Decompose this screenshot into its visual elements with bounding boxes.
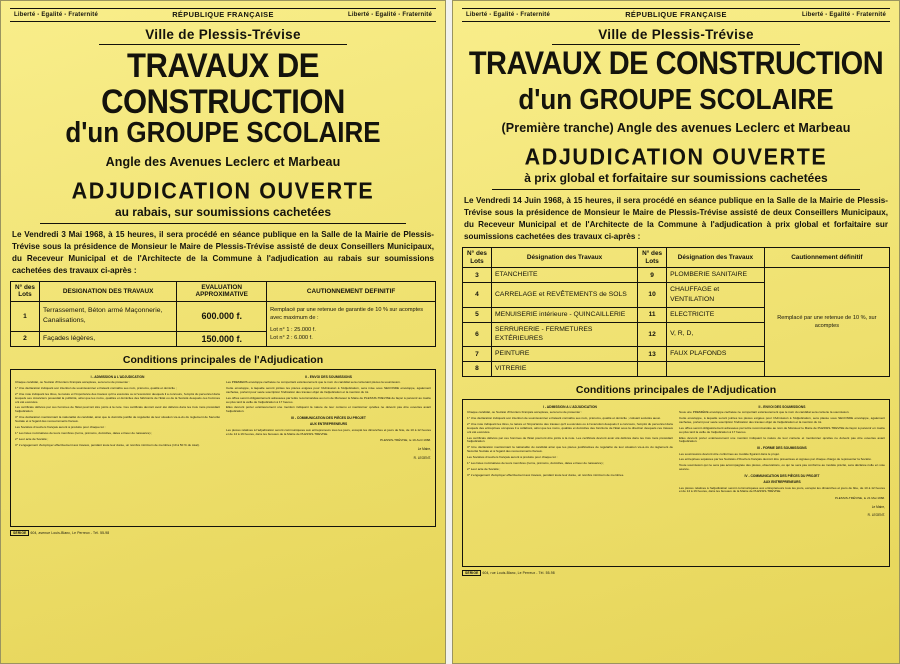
lot-number: 5 xyxy=(463,307,492,322)
fineprint-paragraph: 3° L'engagement d'employer effectivement aux travaux, pendant toute leur durée, un nombre minimum de membres. xyxy=(467,472,625,477)
adjudication-subheading-right: à prix global et forfaitaire sur soumissions cachetées xyxy=(524,170,828,185)
city-name-right: Ville de Plessis-Trévise xyxy=(598,27,754,42)
signature-title-right: Le Maire, xyxy=(871,505,885,510)
conditions-title-left: Conditions principales de l'Adjudication xyxy=(122,353,324,366)
caution-line-1: Lot n° 1 : 25.000 f. xyxy=(270,326,316,333)
fineprint-paragraph: Les soumissions devront être conformes au modèle figurant dans le projet. xyxy=(679,451,780,456)
fineprint-column-2-right xyxy=(679,403,885,563)
fineprint-paragraph: Les certificats délivrés par ces hommes de l'Etat pourront être joints à la note. Les certificats devront avoir été délivrés dans les trois mois précédant l'adjudication. xyxy=(467,435,673,444)
poster-left xyxy=(0,0,446,664)
col-lot-number-b: N° des Lots xyxy=(638,248,667,268)
fineprint-heading-envoi: II - ENVOI DES SOUMISSIONS xyxy=(305,374,352,379)
poster-title-line2-right: d'un GROUPE SCOLAIRE xyxy=(518,82,834,116)
adjudication-subheading-left: au rabais, sur soumissions cachetées xyxy=(114,204,332,219)
poster-title-line1-right: TRAVAUX DE CONSTRUCTION xyxy=(468,45,884,82)
lot-designation: PLOMBERIE SANITAIRE xyxy=(667,268,765,283)
city-name-left: Ville de Plessis-Trévise xyxy=(145,27,301,42)
fineprint-paragraph: Les pièces relatives à l'adjudication seront communiquées aux entrepreneurs tous les jours, excepté les dimanches et jours de fête, de 10 à 12 heures et de 14 à 16 heures, dans les bureaux de la Mairie de PLESSIS-TREVISE. xyxy=(679,485,885,494)
col-evaluation: EVALUATION APPROXIMATIVE xyxy=(177,282,267,302)
table-row xyxy=(463,268,890,283)
fineprint-paragraph: Chaque candidat, ou Société d'Ouvriers Français acceptées, sera tenu de présenter : xyxy=(15,380,131,385)
fineprint-paragraph: 1° Les listes nominatives de leurs membres (noms, prénoms, domiciles, dates et lieux de naissance) ; xyxy=(15,430,153,435)
works-table-left xyxy=(10,281,436,347)
caution-cell xyxy=(267,301,436,346)
fineprint-paragraph: Sous une PREMIÈRE enveloppe cachetée ne comportant extérieurement que le nom du candidat sera contenu la soumission. xyxy=(679,410,850,415)
lot-number: 2 xyxy=(11,331,40,346)
signature-date-right: PLESSIS-TRÉVISE, le 21 Mai 1968. xyxy=(834,496,885,501)
fineprint-paragraph: Les PREMIERS enveloppe cachetée ne comportant extérieurement que le nom du candidat sera contenant pièces la soumission. xyxy=(226,380,401,385)
lot-designation: SERRURERIE - FERMETURES EXTÉRIEURES xyxy=(492,322,638,347)
lot-evaluation: 150.000 f. xyxy=(177,331,267,346)
announcement-paragraph-right: Le Vendredi 14 Juin 1968, à 15 heures, il sera procédé en séance publique en la Salle de la Mairie de Plessis-Trévise sous la présidence de Monsieur le Maire de Plessis-Trévise assisté de deux Conseillers Municipaux, du Receveur Municipal et de l'Architecte de la Commune à l'adjudication à prix global et forfaitaire sur soumissions cachetées des travaux ci-après : xyxy=(464,195,888,242)
printer-address: 604, rue Louis-Blanc, Le Perreux - Tél. 55-98 xyxy=(482,570,555,575)
lot-designation: CHAUFFAGE et VENTILATION xyxy=(667,283,765,308)
poster-subtitle-left: Angle des Avenues Leclerc et Marbeau xyxy=(105,154,341,169)
fineprint-paragraph: Cette enveloppe, à laquelle seront jointes les pièces exigées pour l'Admission à l'Adjudication, sera mise sous SECONDE enveloppe, également cachetée, portant pour seule suscription l'indication des travaux objet de l'adjudication et la mention du lot. xyxy=(226,385,431,394)
poster-subtitle-right xyxy=(462,121,890,135)
fineprint-heading-envoi: II - ENVOI DES SOUMISSIONS xyxy=(758,404,806,409)
lot-designation-empty xyxy=(667,362,765,377)
fineprint-column-1-left xyxy=(15,373,220,523)
fineprint-paragraph: Les offres seront obligatoirement adressées par lettre recommandée au nom de Monsieur le Maire de PLESSIS-TREVISE de façon à parvenir en mairie au plus tard la veille de l'adjudication à 17 heures. xyxy=(679,425,885,434)
subtitle-prefix: (Première tranche) xyxy=(501,120,614,135)
republic-header-band-left xyxy=(10,8,436,22)
lot-number: 1 xyxy=(11,301,40,331)
fineprint-paragraph: Les Sociétés d'ouvriers français auront à produire pour chaque lot : xyxy=(467,455,558,460)
fineprint-column-1-right xyxy=(467,403,673,563)
motto-right: Liberté - Egalité - Fraternité xyxy=(347,11,432,18)
divider-left xyxy=(40,223,406,224)
fineprint-paragraph: Les Sociétés d'ouvriers français auront à produire pour chaque lot : xyxy=(15,425,106,430)
fineprint-paragraph: 1° Les listes nominatives de leurs membres (noms, prénoms, domiciles, dates et lieux de naissance) ; xyxy=(467,461,605,466)
lot-number: 12 xyxy=(638,322,667,347)
republic-title: RÉPUBLIQUE FRANÇAISE xyxy=(625,10,727,19)
col-designation-a: Désignation des Travaux xyxy=(492,248,638,268)
poster-title-line1-left: TRAVAUX DE CONSTRUCTION xyxy=(101,45,345,121)
lot-designation: V, R, D, xyxy=(667,322,765,347)
lot-number: 13 xyxy=(638,347,667,362)
fineprint-paragraph: Les entreprises séparées par les Sociétés d'Ouvriers français devront être présentées et signées par chaque chargé de représenter la Société. xyxy=(679,457,872,462)
fineprint-paragraph: Les pièces relatives à l'adjudication seront communiquées aux entrepreneurs tous les jours, excepté les dimanches et jours de fête, de 10 à 12 heures et de 14 à 16 heures, dans les bureaux de la Mairie de PLESSIS-TREVISE. xyxy=(226,427,431,436)
fineprint-paragraph: Les certificats délivrés par ces hommes de l'Etat pourront être joints à la note. Ces certificats devront avoir été délivrés dans les trois mois précédant l'adjudication. xyxy=(15,405,220,414)
motto-right: Liberté - Egalité - Fraternité xyxy=(801,11,886,18)
lot-number: 6 xyxy=(463,322,492,347)
fineprint-heading-admission: I - ADMISSION A L'ADJUDICATION xyxy=(543,404,597,409)
fineprint-paragraph: Cette enveloppe, à laquelle seront jointes les pièces exigées pour l'Admission à l'Adjudication, sera placée sous SECONDE enveloppe, également cachetée, portant pour seule suscription l'indication des travaux objet de l'adjudication et la mention du lot. xyxy=(679,416,885,424)
adjudication-heading-left: ADJUDICATION OUVERTE xyxy=(71,177,375,204)
fineprint-paragraph: Chaque candidat, ou Société d'Ouvriers Français acceptées, sera tenu de présenter : xyxy=(467,410,583,415)
signature-title-left: Le Maire, xyxy=(417,447,431,452)
fineprint-paragraph: Les offres seront obligatoirement adressées par lettre recommandée au nom de Monsieur le Maire de PLESSIS-TREVISE de façon à parvenir au mairie au plus tard la veille de l'adjudication à 17 heures. xyxy=(226,395,431,404)
conditions-title-right: Conditions principales de l'Adjudication xyxy=(575,383,777,396)
lot-number: 7 xyxy=(463,347,492,362)
republic-title: RÉPUBLIQUE FRANÇAISE xyxy=(172,10,274,19)
fineprint-heading-forme: III - FORME DES SOUMISSIONS xyxy=(757,446,807,451)
col-lot-number: N° des Lots xyxy=(11,282,40,302)
announcement-paragraph-left: Le Vendredi 3 Mai 1968, à 15 heures, il sera procédé en séance publique en la Salle de la Mairie de Plessis-Trévise sous la présidence de Monsieur le Maire de Plessis-Trévise assisté de deux Conseillers Municipaux, du Receveur Municipal et de l'Architecte de la Commune à l'adjudication au rabais sur soumissions cachetées des travaux ci-après : xyxy=(12,229,434,275)
fineprint-paragraph: Toute soumission qui ne sera pas accompagnée des pièces, observations, ou qui ne sera pas conforme au modèle précité, sera déclarée nulle en vote séance. xyxy=(679,463,885,472)
fineprint-column-2-left xyxy=(226,373,431,523)
caution-note: Remplacé par une retenue de 10 %, sur acomptes xyxy=(777,314,877,330)
lot-designation: MENUISERIE intérieure - QUINCAILLERIE xyxy=(492,307,638,322)
caution-cell xyxy=(764,268,889,377)
motto-left: Liberté - Egalité - Fraternité xyxy=(14,11,99,18)
lot-designation: ETANCHEITE xyxy=(492,268,638,283)
fineprint-heading-admission: I - ADMISSION A L'ADJUDICATION xyxy=(90,374,145,379)
fineprint-heading-communication: III - COMMUNICATION DES PIÈCES DU PROJET xyxy=(291,416,366,421)
lot-designation: Terrassement, Béton armé Maçonnerie, Canalisations, xyxy=(40,301,177,331)
adjudication-heading-right: ADJUDICATION OUVERTE xyxy=(524,143,828,170)
lot-number: 3 xyxy=(463,268,492,283)
fineprint-heading-communication-sub: AUX ENTREPRENEURS xyxy=(309,422,348,427)
printer-badge: SÉRIGE xyxy=(462,570,481,576)
lot-number: 8 xyxy=(463,362,492,377)
fineprint-paragraph: 3° Une déclaration mentionnant la nationalité du candidat, ainsi que le domicile justifié de régularité de leur situation vis-à-vis du règlement de Sécurité Sociale et à l'égard des recouvrements fiscaux. xyxy=(15,415,220,424)
lot-number: 9 xyxy=(638,268,667,283)
divider-right xyxy=(492,189,860,190)
lot-designation: PEINTURE xyxy=(492,347,638,362)
col-designation: DESIGNATION DES TRAVAUX xyxy=(40,282,177,302)
lot-number-empty xyxy=(638,362,667,377)
lot-number: 11 xyxy=(638,307,667,322)
fineprint-paragraph: 2° Une note indiquant les titres, la nature et l'importance des travaux qu'il a exécutés ou à l'exécution desquels il a concouru, l'emploi du personnel dans lesquels ses créanciers possédait la publicité, ainsi que les noms, qualités et domiciles des fabricants de l'Etat ou de la Société desquels ces hommes ont été exécutés. xyxy=(15,391,220,404)
fineprint-paragraph: 2° Leur acte de Société ; xyxy=(15,436,49,441)
fineprint-paragraph: 3° L'engagement d'employer effectivement aux travaux, pendant toute leur durée, un nombre minimum de membres (10 à 50 % du total). xyxy=(15,442,200,447)
works-table-right xyxy=(462,247,890,376)
caution-line-2: Lot n° 2 : 6.000 f. xyxy=(270,334,313,341)
lot-designation: CARRELAGE et REVÊTEMENTS de SOLS xyxy=(492,283,638,308)
fineprint-paragraph: 2° Une note indiquant les titres, la nature et l'importance des travaux qu'il a exécutés ou à l'exécution desquels il a concouru, l'emploi du personnel dans lesquels des entreprises occupées il a collaboré, ainsi que les noms, qualités et domiciles des fonctions de l'Etat sous la direction desquels ces travaux ont été exécutés. xyxy=(467,421,673,434)
fineprint-paragraph: Elles devront porter extérieurement une mention indiquant la nature de leur contenu et mentionner qu'elles ne doivent pas être ouvertes avant l'adjudication. xyxy=(226,405,431,414)
printer-badge: SÉRIGE xyxy=(10,530,29,536)
poster-title-line2-left: d'un GROUPE SCOLAIRE xyxy=(65,116,381,150)
fineprint-paragraph: 3° Une déclaration mentionnant la nationalité du candidat ainsi que les pièces justificatives de régularité de leur situation vis-à-vis du règlement de Sécurité Sociale et à l'égard des recouvrements fiscaux. xyxy=(467,445,673,454)
col-lot-number-a: N° des Lots xyxy=(463,248,492,268)
republic-header-band-right xyxy=(462,8,890,22)
caution-note: Remplacé par une retenue de garantie de 10 % sur acomptes avec maximum de : xyxy=(270,306,424,321)
lot-number: 10 xyxy=(638,283,667,308)
fineprint-heading-communication-sub: AUX ENTREPRENEURS xyxy=(763,480,801,485)
lot-designation: FAUX PLAFONDS xyxy=(667,347,765,362)
fineprint-paragraph: Elles devront porter extérieurement une mention indiquant la nature de leur contenu et mentionner qu'elles ne doivent pas être ouvertes avant l'adjudication. xyxy=(679,435,885,444)
signature-name-left: R. LEGENT. xyxy=(413,455,431,460)
lot-designation: Façades légères, xyxy=(40,331,177,346)
fineprint-paragraph: 2° Leur acte de Société ; xyxy=(467,466,501,471)
fineprint-heading-communication: IV - COMMUNICATION DES PIÈCES DU PROJET xyxy=(744,474,820,479)
printer-address: 604, avenue Louis-Blanc, Le Perreux - Tél. 55-98 xyxy=(30,530,110,535)
fineprint-paragraph: 1° Une déclaration indiquant son intention de soumissionner et faisant connaître ses nom, prénoms, qualité et domicile ; cotisant sociétés aussi. xyxy=(467,416,661,421)
poster-right xyxy=(452,0,900,664)
table-header-row xyxy=(463,248,890,268)
table-row xyxy=(11,301,436,331)
lot-evaluation: 600.000 f. xyxy=(177,301,267,331)
printer-imprint-right xyxy=(462,570,890,576)
fineprint-block-right xyxy=(462,399,890,567)
fineprint-paragraph: 1° Une déclaration indiquant son intention de soumissionner et faisant connaître ses nom, prénoms, qualité et domicile ; xyxy=(15,385,177,390)
fineprint-block-left xyxy=(10,369,436,527)
lot-number: 4 xyxy=(463,283,492,308)
lot-designation: VITRERIE xyxy=(492,362,638,377)
col-designation-b: Désignation des Travaux xyxy=(667,248,765,268)
table-header-row xyxy=(11,282,436,302)
signature-name-right: R. LEGENT. xyxy=(867,513,885,518)
col-caution: Cautionnement définitif xyxy=(764,248,889,268)
printer-imprint-left xyxy=(10,530,436,536)
subtitle-text: Angle des avenues Leclerc et Marbeau xyxy=(616,120,851,135)
col-caution: CAUTIONNEMENT DEFINITIF xyxy=(267,282,436,302)
motto-left: Liberté - Egalité - Fraternité xyxy=(466,11,551,18)
lot-designation: ELECTRICITE xyxy=(667,307,765,322)
signature-date-left: PLESSIS-TRÉVISE, le 19 Avril 1968. xyxy=(380,438,431,443)
